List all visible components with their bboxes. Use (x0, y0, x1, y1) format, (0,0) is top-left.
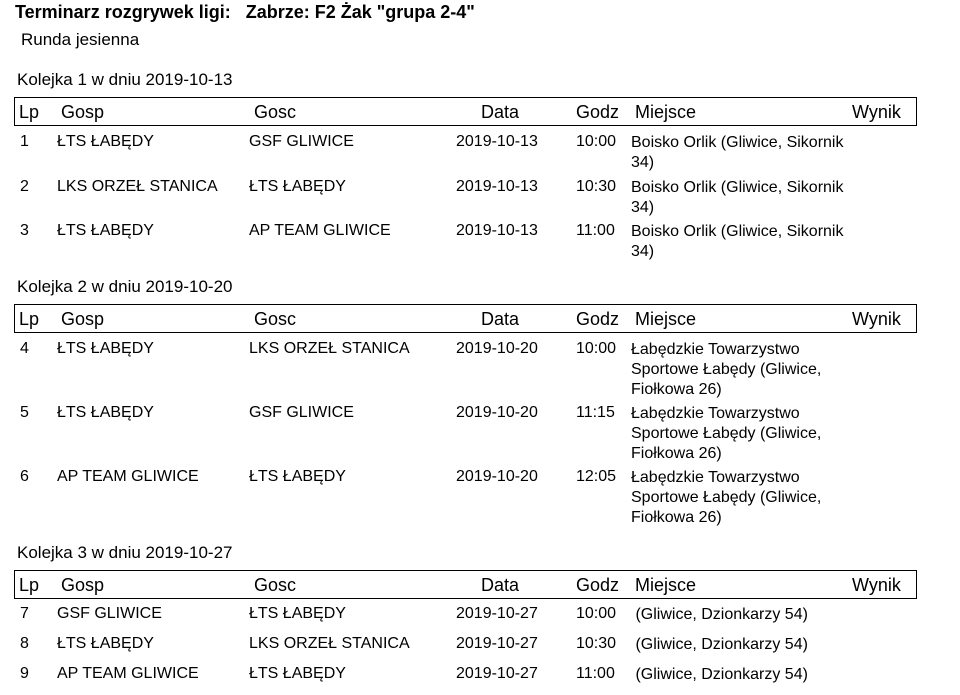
cell-gosp: ŁTS ŁABĘDY (57, 340, 154, 357)
cell-data: 2019-10-20 (456, 404, 538, 421)
cell-miejsce: Łabędzkie Towarzystwo Sportowe Łabędy (Gliwice, Fiołkowa 26) (631, 341, 822, 398)
cell-miejsce: Łabędzkie Towarzystwo Sportowe Łabędy (Gliwice, Fiołkowa 26) (631, 469, 822, 526)
round-label: Kolejka 2 w dniu 2019-10-20 (17, 277, 233, 296)
cell-lp: 9 (20, 665, 29, 682)
cell-miejsce: Łabędzkie Towarzystwo Sportowe Łabędy (Gliwice, Fiołkowa 26) (631, 405, 822, 462)
header-data: Data (481, 102, 520, 122)
cell-godz: 11:00 (576, 222, 615, 239)
header-lp: Lp (19, 309, 40, 329)
cell-lp: 8 (20, 635, 29, 652)
cell-gosp: ŁTS ŁABĘDY (57, 404, 154, 421)
cell-gosc: LKS ORZEŁ STANICA (249, 340, 410, 357)
cell-godz: 10:30 (576, 635, 617, 652)
round-label: Kolejka 1 w dniu 2019-10-13 (17, 70, 233, 89)
cell-data: 2019-10-20 (456, 340, 538, 357)
round-label: Kolejka 3 w dniu 2019-10-27 (17, 543, 233, 562)
cell-data: 2019-10-13 (456, 222, 538, 239)
header-lp: Lp (19, 102, 40, 122)
header-data: Data (481, 575, 520, 595)
cell-lp: 4 (20, 340, 29, 357)
cell-godz: 11:15 (576, 404, 615, 421)
cell-godz: 10:00 (576, 133, 617, 150)
header-gosc: Gosc (254, 575, 297, 595)
cell-miejsce: Boisko Orlik (Gliwice, Sikornik 34) (631, 134, 844, 171)
header-gosc: Gosc (254, 102, 297, 122)
header-gosp: Gosp (61, 575, 105, 595)
cell-gosp: ŁTS ŁABĘDY (57, 222, 154, 239)
header-gosp: Gosp (61, 309, 105, 329)
table-header (14, 304, 917, 333)
cell-data: 2019-10-20 (456, 468, 538, 485)
cell-gosp: LKS ORZEŁ STANICA (57, 178, 218, 195)
cell-data: 2019-10-13 (456, 178, 538, 195)
cell-lp: 7 (20, 605, 29, 622)
cell-gosc: ŁTS ŁABĘDY (249, 605, 346, 622)
header-godz: Godz (576, 309, 620, 329)
cell-gosc: GSF GLIWICE (249, 133, 354, 150)
cell-gosp: AP TEAM GLIWICE (57, 468, 199, 485)
cell-lp: 2 (20, 178, 29, 195)
header-gosp: Gosp (61, 102, 105, 122)
cell-data: 2019-10-27 (456, 665, 538, 682)
header-miejsce: Miejsce (635, 309, 697, 329)
cell-lp: 6 (20, 468, 29, 485)
header-wynik: Wynik (852, 102, 901, 122)
cell-gosc: AP TEAM GLIWICE (249, 222, 391, 239)
header-godz: Godz (576, 575, 620, 595)
cell-godz: 12:05 (576, 468, 617, 485)
cell-gosc: GSF GLIWICE (249, 404, 354, 421)
cell-gosp: ŁTS ŁABĘDY (57, 133, 154, 150)
table-header (14, 570, 917, 599)
header-data: Data (481, 309, 520, 329)
cell-miejsce: Boisko Orlik (Gliwice, Sikornik 34) (631, 223, 844, 260)
cell-miejsce: (Gliwice, Dzionkarzy 54) (631, 666, 808, 683)
cell-miejsce: (Gliwice, Dzionkarzy 54) (631, 606, 808, 623)
cell-gosp: GSF GLIWICE (57, 605, 162, 622)
cell-gosc: LKS ORZEŁ STANICA (249, 635, 410, 652)
header-lp: Lp (19, 575, 40, 595)
header-miejsce: Miejsce (635, 575, 697, 595)
cell-godz: 10:30 (576, 178, 617, 195)
cell-lp: 3 (20, 222, 29, 239)
cell-godz: 10:00 (576, 605, 617, 622)
cell-godz: 10:00 (576, 340, 617, 357)
cell-godz: 11:00 (576, 665, 615, 682)
table-header (14, 97, 917, 126)
header-miejsce: Miejsce (635, 102, 697, 122)
cell-gosc: ŁTS ŁABĘDY (249, 178, 346, 195)
page-title: Terminarz rozgrywek ligi: Zabrze: F2 Żak "grupa 2-4" (15, 2, 475, 22)
cell-gosc: ŁTS ŁABĘDY (249, 665, 346, 682)
cell-miejsce: (Gliwice, Dzionkarzy 54) (631, 636, 808, 653)
header-godz: Godz (576, 102, 620, 122)
cell-data: 2019-10-13 (456, 133, 538, 150)
cell-data: 2019-10-27 (456, 605, 538, 622)
cell-lp: 5 (20, 404, 29, 421)
header-wynik: Wynik (852, 309, 901, 329)
header-wynik: Wynik (852, 575, 901, 595)
header-gosc: Gosc (254, 309, 297, 329)
page-subtitle: Runda jesienna (21, 30, 140, 49)
cell-data: 2019-10-27 (456, 635, 538, 652)
cell-gosp: ŁTS ŁABĘDY (57, 635, 154, 652)
cell-miejsce: Boisko Orlik (Gliwice, Sikornik 34) (631, 179, 844, 216)
cell-gosp: AP TEAM GLIWICE (57, 665, 199, 682)
cell-gosc: ŁTS ŁABĘDY (249, 468, 346, 485)
cell-lp: 1 (20, 133, 29, 150)
